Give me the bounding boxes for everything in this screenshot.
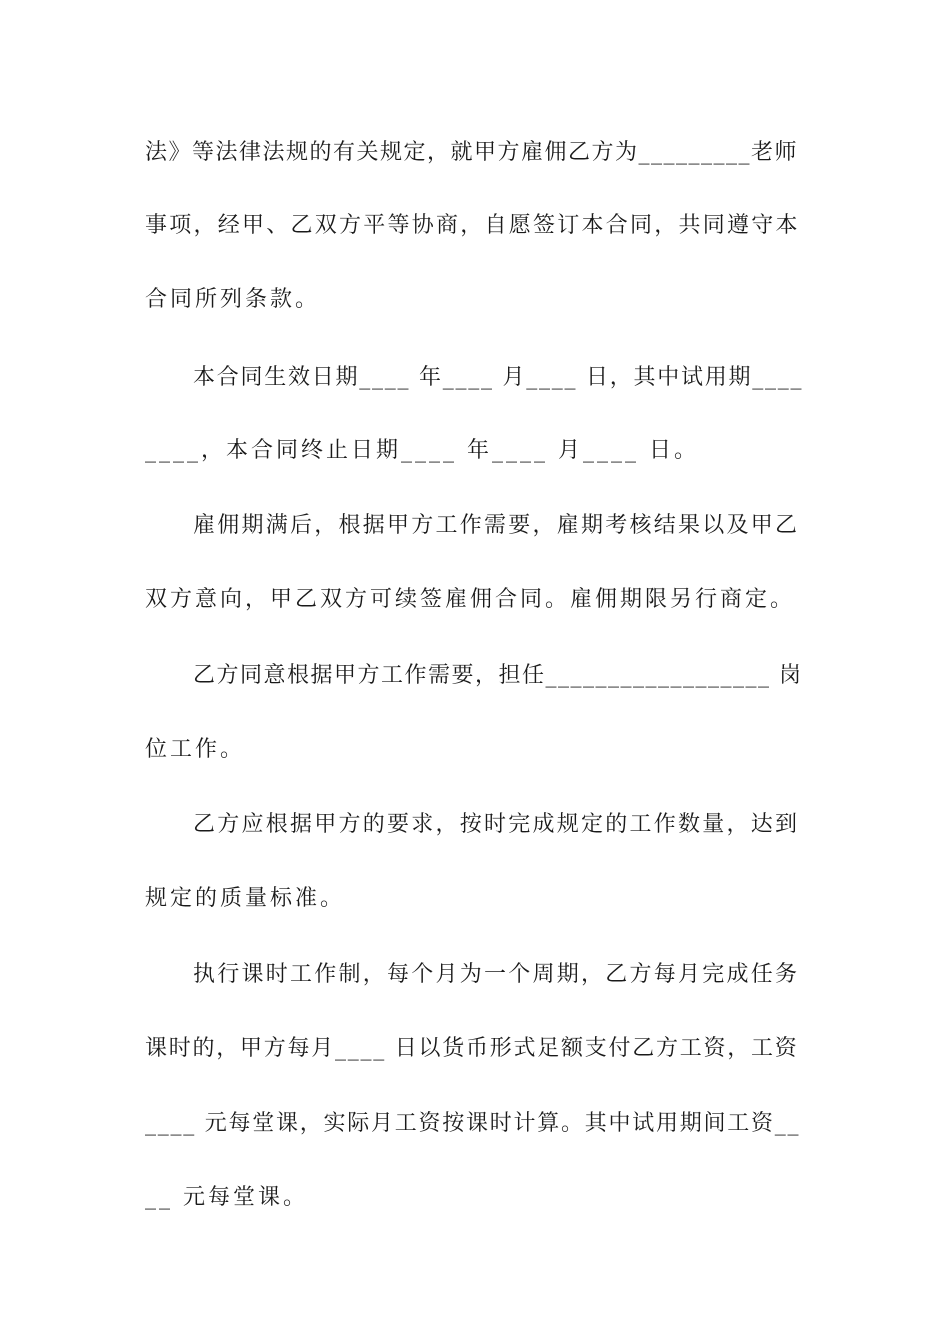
text-line-13: 课时的，甲方每月____ 日以货币形式足额支付乙方工资，工资 xyxy=(145,1036,799,1061)
text-line-1: 法》等法律法规的有关规定，就甲方雇佣乙方为_________老师 xyxy=(145,140,799,165)
text-line-15: __ 元每堂课。 xyxy=(145,1185,308,1210)
text-line-6: 雇佣期满后，根据甲方工作需要，雇期考核结果以及甲乙 xyxy=(193,513,800,538)
text-line-11: 规定的质量标准。 xyxy=(145,886,346,911)
text-line-5: ____，本合同终止日期____ 年____ 月____ 日。 xyxy=(145,438,699,463)
text-line-9: 位工作。 xyxy=(145,737,246,762)
text-line-12: 执行课时工作制，每个月为一个周期，乙方每月完成任务 xyxy=(193,962,800,987)
text-line-14: ____ 元每堂课，实际月工资按课时计算。其中试用期间工资__ xyxy=(145,1111,801,1136)
text-line-10: 乙方应根据甲方的要求，按时完成规定的工作数量，达到 xyxy=(193,812,800,837)
text-line-8: 乙方同意根据甲方工作需要，担任__________________ 岗 xyxy=(193,663,803,688)
text-line-7: 双方意向，甲乙双方可续签雇佣合同。雇佣期限另行商定。 xyxy=(145,587,796,612)
text-line-3: 合同所列条款。 xyxy=(145,287,321,312)
text-line-2: 事项，经甲、乙双方平等协商，自愿签订本合同，共同遵守本 xyxy=(145,213,800,238)
text-line-4: 本合同生效日期____ 年____ 月____ 日，其中试用期____ xyxy=(193,365,804,390)
